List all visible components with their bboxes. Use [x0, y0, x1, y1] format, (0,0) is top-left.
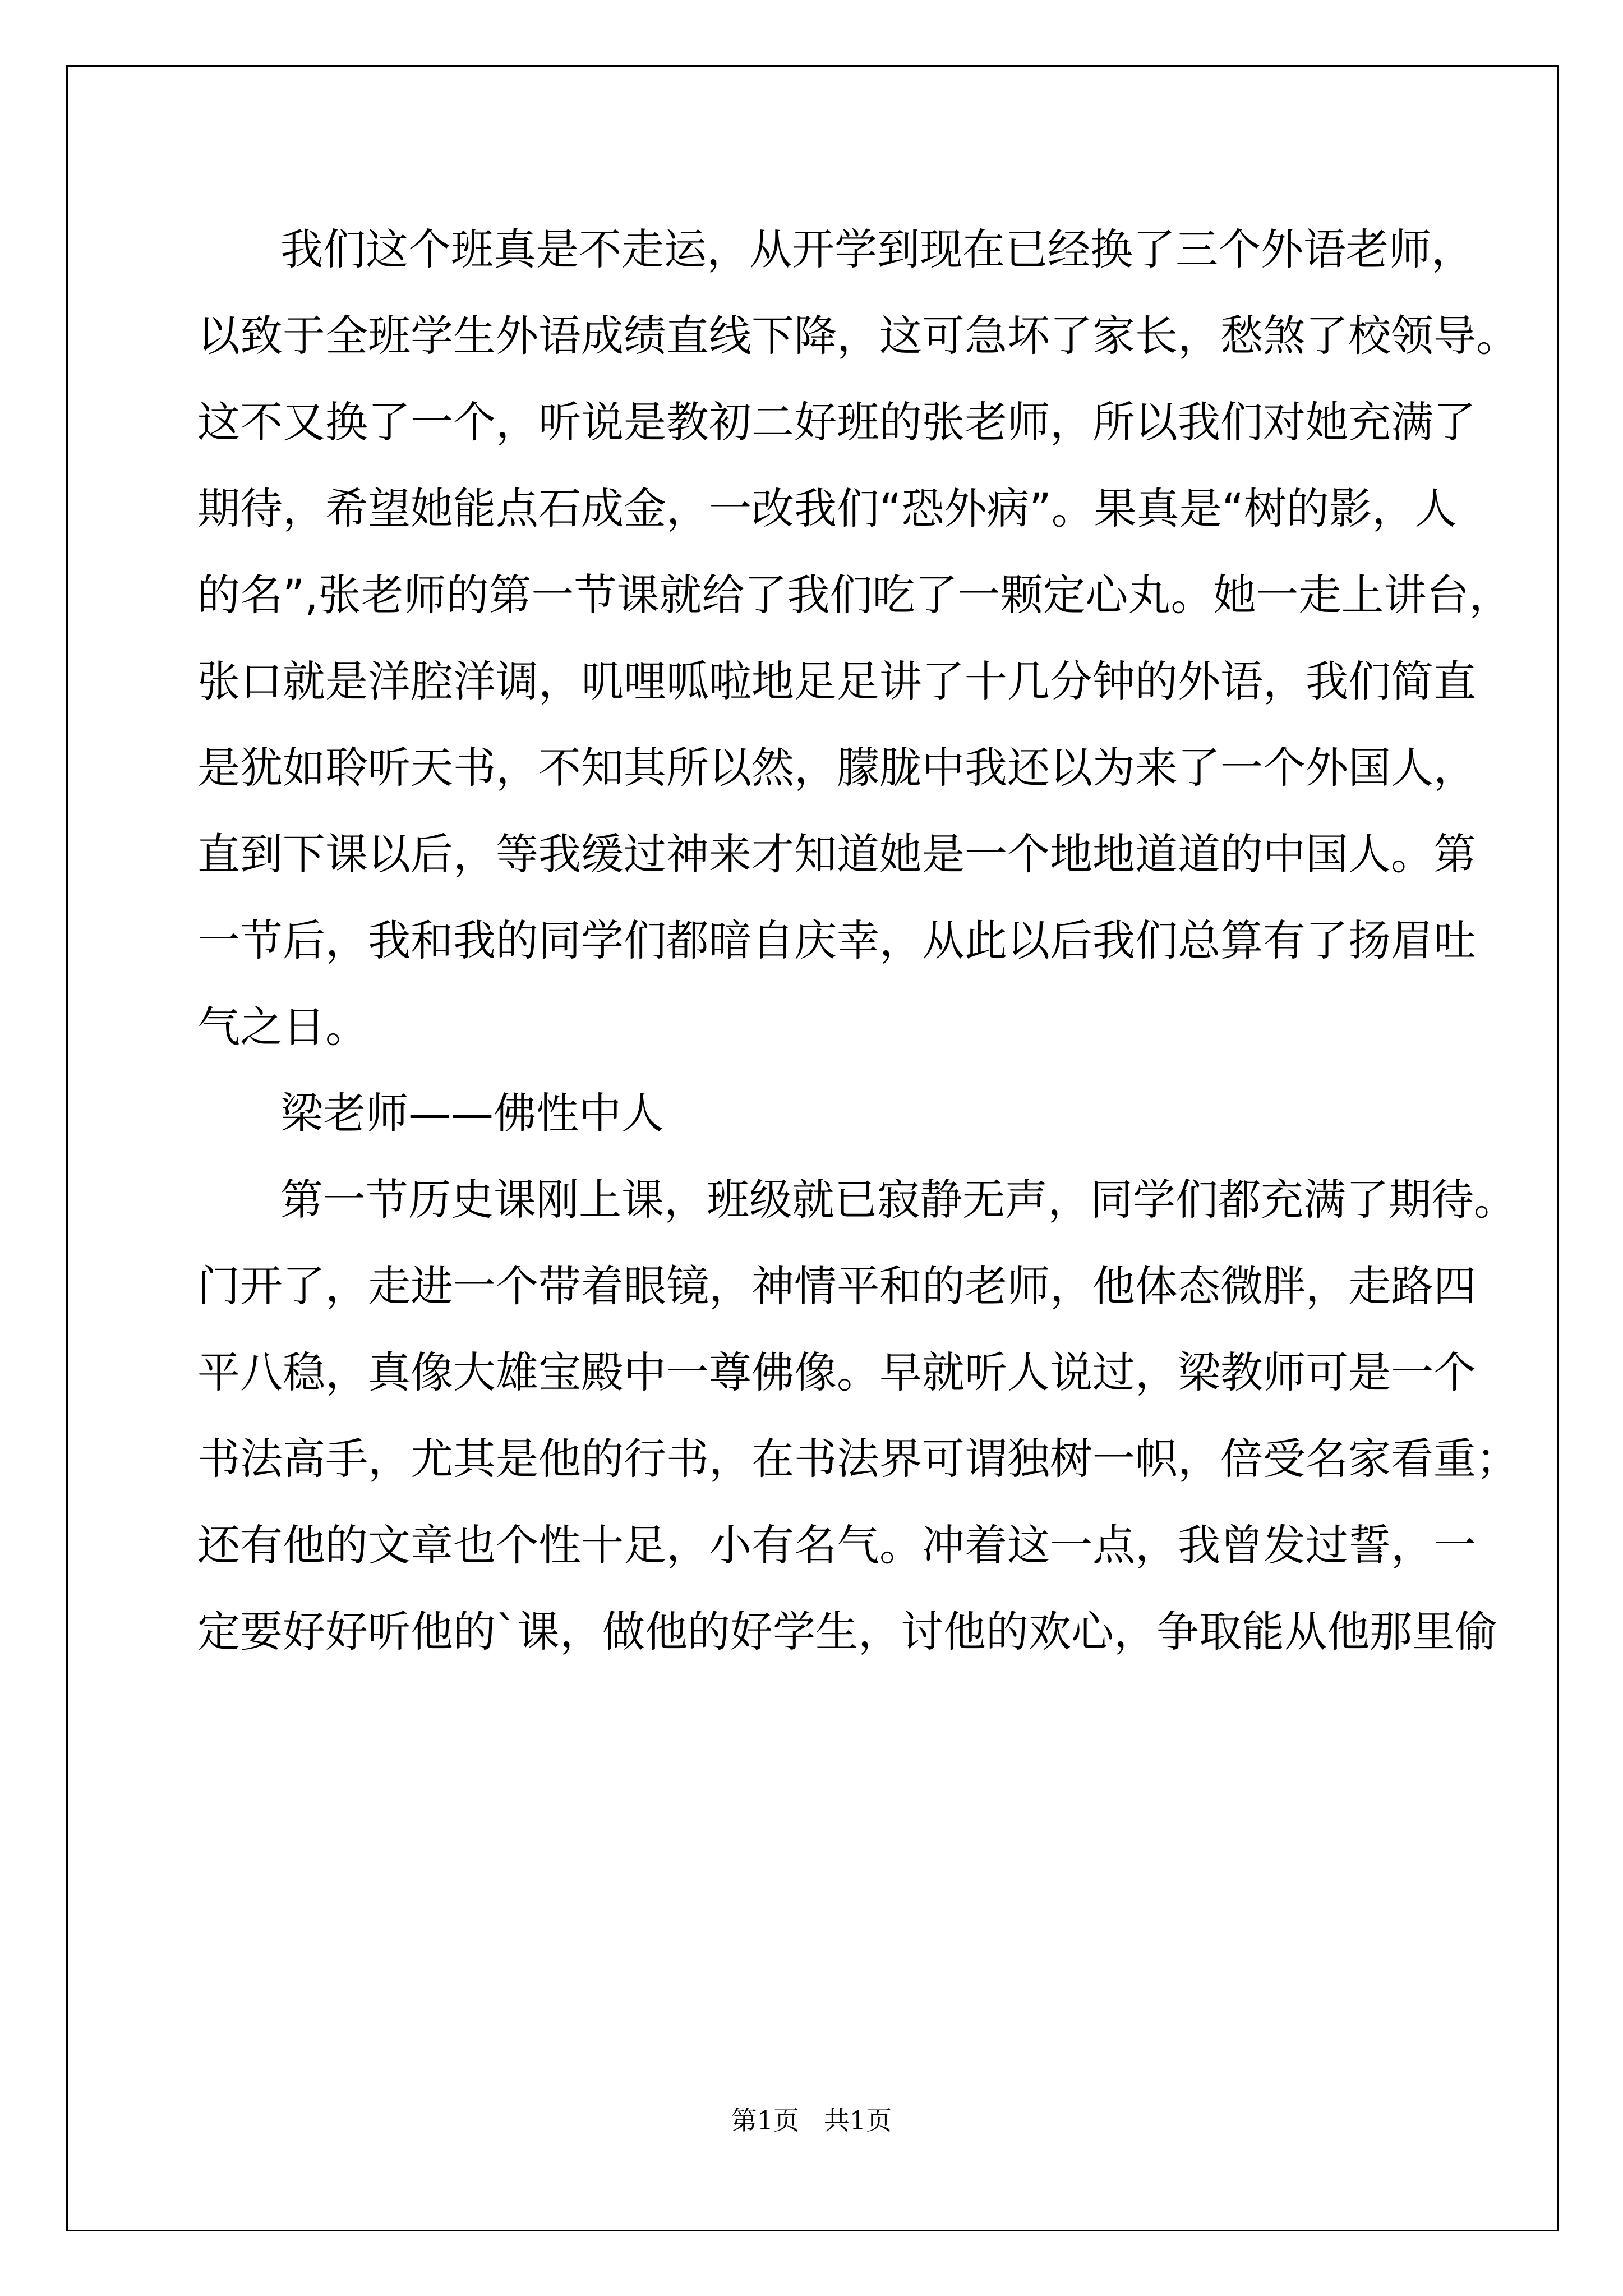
- paragraph-line: 张口就是洋腔洋调，叽哩呱啦地足足讲了十几分钟的外语，我们简直: [197, 656, 1476, 706]
- paragraph-line: 的名”,张老师的第一节课就给了我们吃了一颗定心丸。她一走上讲台，: [197, 570, 1512, 620]
- section-heading: 梁老师——佛性中人: [280, 1088, 664, 1138]
- paragraph-line: 书法高手，尤其是他的行书，在书法界可谓独树一帜，倍受名家看重；: [197, 1434, 1519, 1484]
- paragraph-line: 是犹如聆听天书，不知其所以然，朦胧中我还以为来了一个外国人，: [197, 743, 1476, 793]
- paragraph-line: 定要好好听他的`课，做他的好学生，讨他的欢心，争取能从他那里偷: [197, 1607, 1497, 1657]
- paragraph-line: 直到下课以后，等我缓过神来才知道她是一个地地道道的中国人。第: [197, 829, 1476, 879]
- paragraph-line: 以致于全班学生外语成绩直线下降，这可急坏了家长，愁煞了校领导。: [197, 311, 1519, 361]
- paragraph-line: 我们这个班真是不走运，从开学到现在已经换了三个外语老师，: [280, 224, 1474, 274]
- paragraph-line: 平八稳，真像大雄宝殿中一尊佛像。早就听人说过，梁教师可是一个: [197, 1347, 1476, 1397]
- page-border: [66, 65, 1559, 2231]
- page-number-footer: 第1页 共1页: [731, 2105, 892, 2136]
- paragraph-line: 一节后，我和我的同学们都暗自庆幸，从此以后我们总算有了扬眉吐: [197, 915, 1476, 965]
- paragraph-line: 这不又换了一个，听说是教初二好班的张老师，所以我们对她充满了: [197, 397, 1476, 447]
- paragraph-line: 还有他的文章也个性十足，小有名气。冲着这一点，我曾发过誓，一: [197, 1520, 1476, 1570]
- paragraph-line: 门开了，走进一个带着眼镜，神情平和的老师，他体态微胖，走路四: [197, 1261, 1476, 1311]
- paragraph-line: 第一节历史课刚上课，班级就已寂静无声，同学们都充满了期待。: [280, 1175, 1516, 1225]
- paragraph-line: 气之日。: [197, 1002, 368, 1052]
- paragraph-line: 期待，希望她能点石成金，一改我们“恐外病”。果真是“树的影，人: [197, 484, 1458, 533]
